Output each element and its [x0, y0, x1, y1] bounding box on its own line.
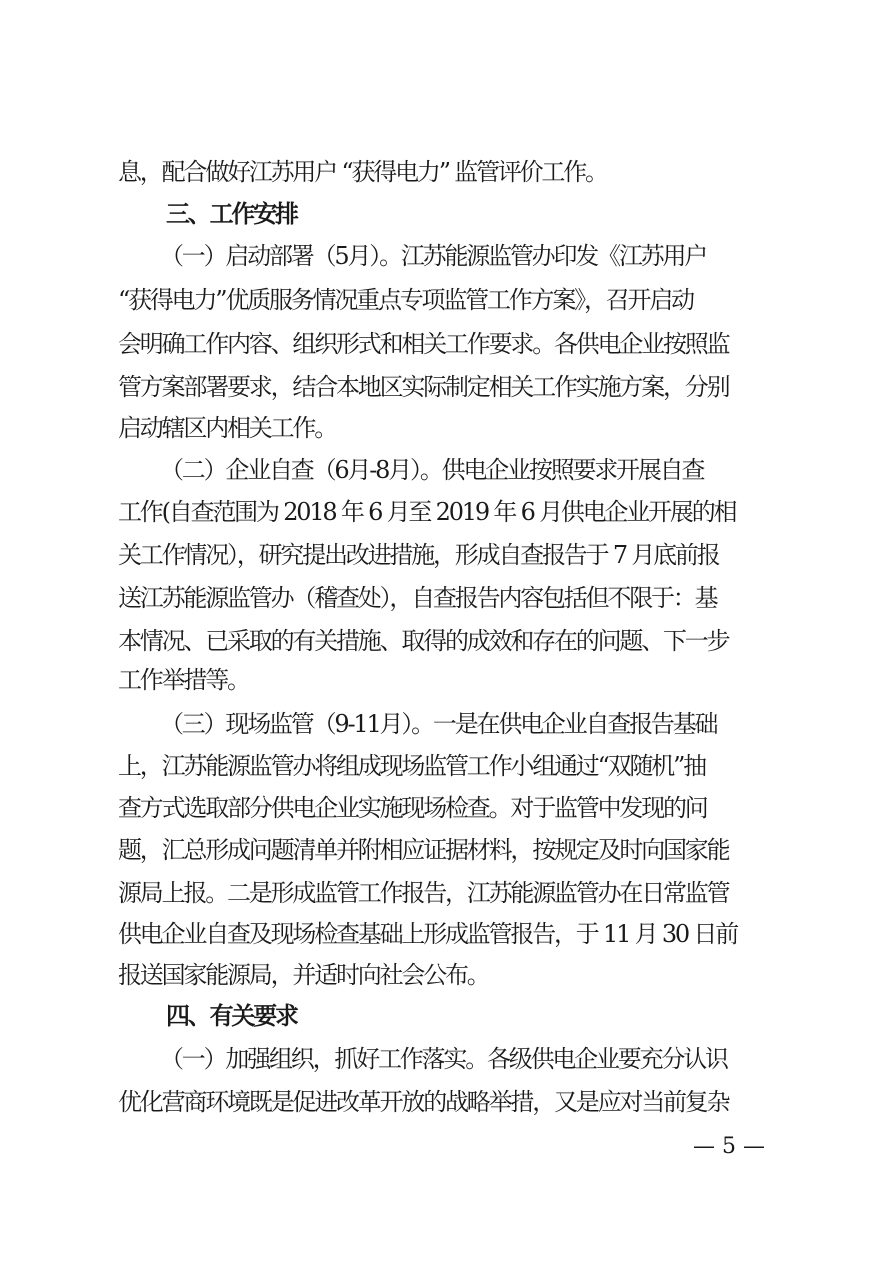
body-text-line: 题，汇总形成问题清单并附相应证据材料，按规定及时向国家能: [118, 836, 729, 864]
body-text-line: 本情况、已采取的有关措施、取得的成效和存在的问题、下一步: [118, 627, 729, 655]
body-text-line: 上，江苏能源监管办将组成现场监管工作小组通过“双随机”抽: [118, 752, 705, 780]
body-text-line: 管方案部署要求，结合本地区实际制定相关工作实施方案，分别: [118, 373, 729, 401]
body-text-line: 息，配合做好江苏用户 “获得电力” 监管评价工作。: [118, 158, 607, 186]
body-text-line: 报送国家能源局，并适时向社会公布。: [118, 961, 489, 989]
body-text-line: （一）加强组织，抓好工作落实。各级供电企业要充分认识: [160, 1045, 727, 1073]
body-text-line: （三）现场监管（9-11月）。一是在供电企业自查报告基础: [160, 710, 717, 738]
body-text-line: 供电企业自查及现场检查基础上形成监管报告，于 11 月 30 日前: [118, 920, 737, 948]
section-heading: 四、有关要求: [166, 1001, 297, 1030]
body-text-line: “获得电力”优质服务情况重点专项监管工作方案》，召开启动: [118, 286, 693, 314]
body-text-line: 会明确工作内容、组织形式和相关工作要求。各供电企业按照监: [118, 330, 729, 358]
body-text-line: 查方式选取部分供电企业实施现场检查。对于监管中发现的问: [118, 794, 707, 822]
body-text-line: 工作(自查范围为 2018 年 6 月至 2019 年 6 月供电企业开展的相: [118, 498, 736, 526]
body-text-line: 送江苏能源监管办（稽查处），自查报告内容包括但不限于：基: [118, 584, 717, 612]
body-text-line: 源局上报。二是形成监管工作报告，江苏能源监管办在日常监管: [118, 879, 729, 907]
section-heading: 三、工作安排: [166, 199, 297, 228]
body-text-line: 启动辖区内相关工作。: [118, 414, 336, 442]
body-text-line: 优化营商环境既是促进改革开放的战略举措，又是应对当前复杂: [118, 1088, 729, 1116]
page-number: — 5 —: [693, 1134, 765, 1159]
body-text-line: （二）企业自查（6月-8月）。供电企业按照要求开展自查: [160, 456, 704, 484]
body-text-line: （一）启动部署（5月）。江苏能源监管办印发《江苏用户: [160, 242, 707, 270]
body-text-line: 工作举措等。: [118, 666, 249, 694]
body-text-line: 关工作情况），研究提出改进措施，形成自查报告于 7 月底前报: [118, 541, 719, 569]
